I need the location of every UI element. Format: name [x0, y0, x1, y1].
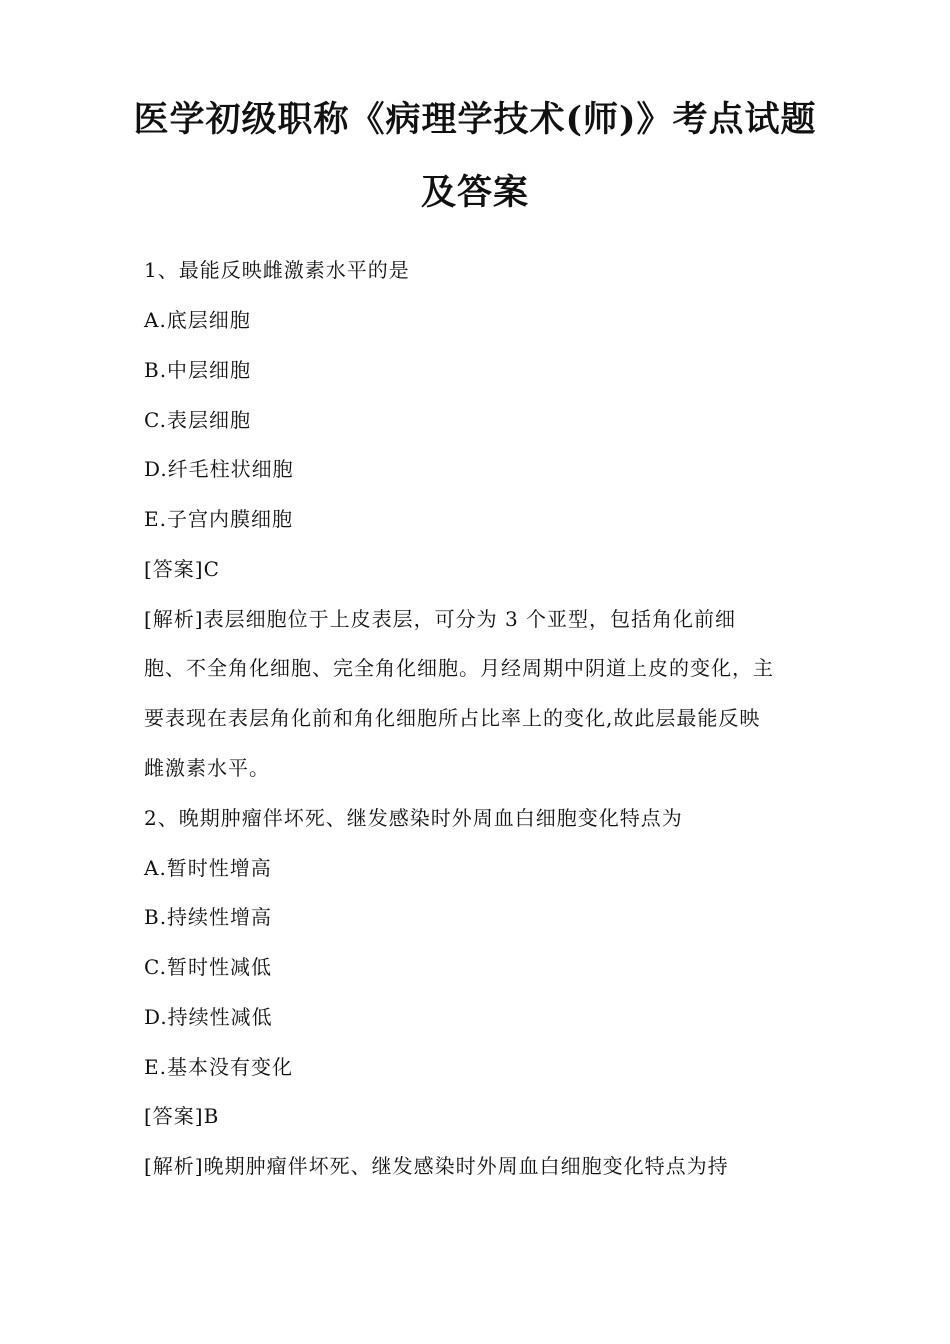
question-1-option-b: B.中层细胞: [144, 358, 252, 382]
question-2-analysis-line-1: [解析]晚期肿瘤伴坏死、继发感染时外周血白细胞变化特点为持: [144, 1154, 729, 1178]
question-1-option-a: A.底层细胞: [144, 308, 251, 332]
question-2-option-e: E.基本没有变化: [144, 1055, 293, 1079]
question-1-analysis-line-4: 雌激素水平。: [144, 756, 270, 780]
question-2-option-d: D.持续性减低: [144, 1005, 273, 1029]
question-2-stem: 2、晚期肿瘤伴坏死、继发感染时外周血白细胞变化特点为: [144, 806, 683, 830]
question-2-option-b: B.持续性增高: [144, 905, 273, 929]
question-1-option-e: E.子宫内膜细胞: [144, 507, 293, 531]
question-1-analysis-line-1: [解析]表层细胞位于上皮表层，可分为 3 个亚型，包括角化前细: [144, 607, 737, 631]
document-title-line-2: 及答案: [420, 172, 529, 213]
question-1-analysis-line-2: 胞、不全角化细胞、完全角化细胞。月经周期中阴道上皮的变化，主: [144, 656, 774, 680]
document-title-line-1: 医学初级职称《病理学技术(师)》考点试题: [133, 99, 817, 140]
question-1-option-c: C.表层细胞: [144, 408, 251, 432]
question-2-option-c: C.暂时性减低: [144, 955, 272, 979]
question-1-analysis-line-3: 要表现在表层角化前和角化细胞所占比率上的变化,故此层最能反映: [144, 706, 761, 730]
question-1-option-d: D.纤毛柱状细胞: [144, 457, 294, 481]
question-2-answer: [答案]B: [144, 1104, 220, 1128]
question-1-answer: [答案]C: [144, 557, 220, 581]
question-2-option-a: A.暂时性增高: [144, 856, 272, 880]
question-1-stem: 1、最能反映雌激素水平的是: [144, 258, 410, 282]
